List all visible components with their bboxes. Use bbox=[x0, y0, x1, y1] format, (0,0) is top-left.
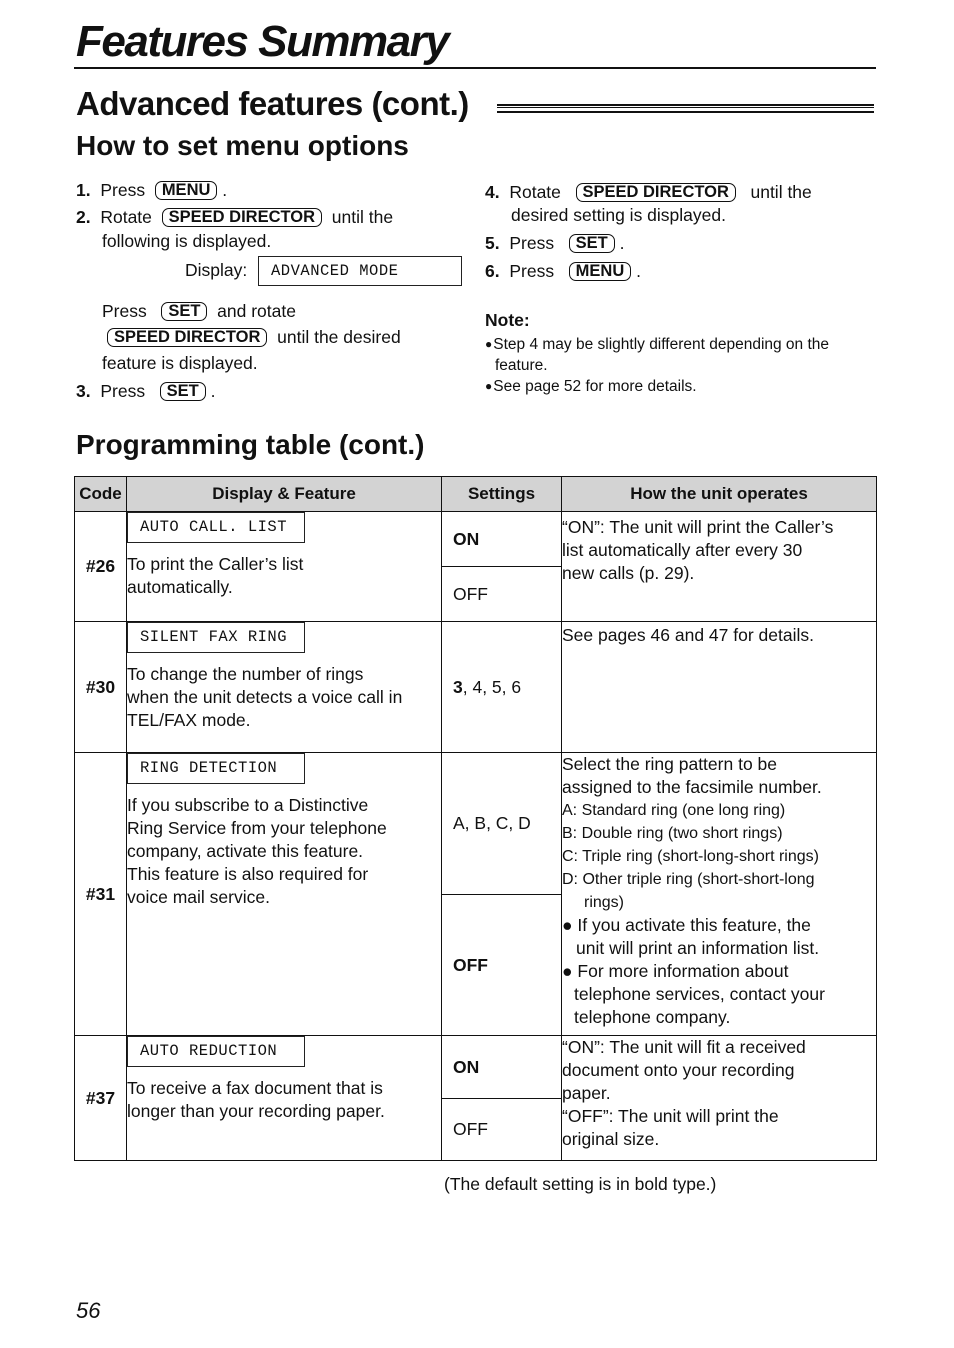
lcd-display: RING DETECTION bbox=[127, 753, 305, 784]
feature-text: TEL/FAX mode. bbox=[127, 710, 251, 730]
page-number: 56 bbox=[76, 1298, 101, 1323]
step-number: 5. bbox=[485, 233, 500, 253]
step-5 bbox=[485, 232, 625, 255]
how-text: Select the ring pattern to be bbox=[562, 754, 777, 774]
speed-director-key: SPEED DIRECTOR bbox=[107, 328, 267, 347]
step-number: 1. bbox=[76, 180, 91, 200]
how-text: See pages 46 and 47 for details. bbox=[562, 625, 814, 645]
menu-options-heading: How to set menu options bbox=[76, 130, 409, 161]
code-cell: #26 bbox=[75, 512, 127, 622]
how-text: unit will print an information list. bbox=[576, 938, 820, 958]
note-text: Step 4 may be slightly different depending on the bbox=[493, 336, 830, 353]
table-header-row bbox=[75, 477, 877, 512]
step-4 bbox=[485, 181, 812, 204]
feature-text: longer than your recording paper. bbox=[127, 1101, 385, 1121]
table-row bbox=[75, 622, 877, 753]
step-text: . bbox=[210, 381, 216, 401]
step-text: Press bbox=[102, 301, 147, 321]
note-item-2 bbox=[485, 376, 697, 397]
step-text: Rotate bbox=[100, 207, 152, 227]
how-text: new calls (p. 29). bbox=[562, 563, 695, 583]
header-settings: Settings bbox=[442, 477, 562, 512]
step-4-line2: desired setting is displayed. bbox=[511, 205, 726, 225]
table-row bbox=[75, 512, 877, 567]
note-item-1-line2: feature. bbox=[495, 357, 548, 374]
section-heading: Advanced features (cont.) bbox=[76, 85, 469, 122]
feature-cell bbox=[127, 1036, 442, 1161]
programming-table-heading: Programming table (cont.) bbox=[76, 429, 425, 460]
code-cell: #31 bbox=[75, 753, 127, 1036]
set-key: SET bbox=[161, 302, 207, 321]
ring-pattern: C: Triple ring (short-long-short rings) bbox=[562, 848, 819, 865]
setting-cell: A, B, C, D bbox=[442, 753, 562, 895]
how-text: telephone services, contact your bbox=[574, 984, 825, 1004]
step-1 bbox=[76, 179, 227, 202]
speed-director-key: SPEED DIRECTOR bbox=[162, 208, 322, 227]
ring-pattern: D: Other triple ring (short-short-long bbox=[562, 871, 815, 888]
step-2-press-set bbox=[102, 300, 296, 323]
feature-text: Ring Service from your telephone bbox=[127, 818, 387, 838]
note-item-1 bbox=[485, 334, 829, 355]
menu-key: MENU bbox=[155, 181, 218, 200]
step-text: until the bbox=[750, 182, 812, 202]
speed-director-key: SPEED DIRECTOR bbox=[576, 183, 736, 202]
step-number: 6. bbox=[485, 261, 500, 281]
menu-key: MENU bbox=[569, 262, 632, 281]
setting-cell: ON bbox=[442, 512, 562, 567]
step-text: and rotate bbox=[217, 301, 296, 321]
setting-cell: ON bbox=[442, 1036, 562, 1099]
set-key: SET bbox=[160, 382, 206, 401]
lcd-display: SILENT FAX RING bbox=[127, 622, 305, 653]
feature-text: company, activate this feature. bbox=[127, 841, 364, 861]
lcd-display: AUTO CALL. LIST bbox=[127, 512, 305, 543]
feature-cell bbox=[127, 512, 442, 622]
how-cell bbox=[562, 512, 877, 622]
table-footnote: (The default setting is in bold type.) bbox=[444, 1174, 717, 1194]
how-text: “OFF”: The unit will print the bbox=[562, 1106, 779, 1126]
how-text: telephone company. bbox=[574, 1007, 731, 1027]
how-text: assigned to the facsimile number. bbox=[562, 777, 822, 797]
note-label: Note: bbox=[485, 310, 530, 330]
step-3 bbox=[76, 380, 216, 403]
step-2 bbox=[76, 206, 393, 229]
feature-cell bbox=[127, 622, 442, 753]
step-6 bbox=[485, 260, 641, 283]
step-text: until the desired bbox=[277, 327, 401, 347]
default-setting: 3 bbox=[453, 676, 463, 697]
step-text: Press bbox=[509, 233, 555, 253]
step-number: 2. bbox=[76, 207, 91, 227]
feature-text: If you subscribe to a Distinctive bbox=[127, 795, 369, 815]
how-text: list automatically after every 30 bbox=[562, 540, 803, 560]
code-cell: #37 bbox=[75, 1036, 127, 1161]
how-bullet: ● For more information about bbox=[562, 961, 789, 981]
feature-cell bbox=[127, 753, 442, 1036]
table-row bbox=[75, 753, 877, 895]
step-text: . bbox=[636, 261, 642, 281]
display-label: Display: bbox=[185, 260, 248, 280]
ring-pattern: A: Standard ring (one long ring) bbox=[562, 802, 786, 819]
setting-cell: OFF bbox=[442, 567, 562, 622]
bullet-icon: ● bbox=[485, 337, 493, 351]
setting-cell: OFF bbox=[442, 895, 562, 1036]
step-text: . bbox=[619, 233, 625, 253]
feature-text: automatically. bbox=[127, 577, 233, 597]
header-code: Code bbox=[75, 477, 127, 512]
step-text: Rotate bbox=[509, 182, 561, 202]
set-key: SET bbox=[569, 234, 615, 253]
how-cell bbox=[562, 622, 877, 753]
ring-pattern: rings) bbox=[584, 894, 625, 911]
how-bullet: ● If you activate this feature, the bbox=[562, 915, 811, 935]
how-text: “ON”: The unit will print the Caller’s bbox=[562, 517, 834, 537]
feature-text: when the unit detects a voice call in bbox=[127, 687, 403, 707]
step-text: Press bbox=[100, 381, 146, 401]
ring-pattern: B: Double ring (two short rings) bbox=[562, 825, 783, 842]
step-text: until the bbox=[331, 207, 394, 227]
note-text: See page 52 for more details. bbox=[493, 378, 697, 395]
code-cell: #30 bbox=[75, 622, 127, 753]
feature-text: To receive a fax document that is bbox=[127, 1078, 383, 1098]
step-2-rotate bbox=[107, 326, 401, 349]
how-text: paper. bbox=[562, 1083, 611, 1103]
feature-text: voice mail service. bbox=[127, 887, 270, 907]
header-how-unit-operates: How the unit operates bbox=[562, 477, 877, 512]
step-text: Press bbox=[509, 261, 555, 281]
how-text: document onto your recording bbox=[562, 1060, 795, 1080]
step-2-line2: following is displayed. bbox=[102, 231, 272, 251]
feature-text: This feature is also required for bbox=[127, 864, 369, 884]
feature-text: To change the number of rings bbox=[127, 664, 364, 684]
lcd-display: AUTO REDUCTION bbox=[127, 1036, 305, 1067]
header-display-feature: Display & Feature bbox=[127, 477, 442, 512]
setting-cell: OFF bbox=[442, 1099, 562, 1161]
feature-text: To print the Caller’s list bbox=[127, 554, 304, 574]
how-cell bbox=[562, 1036, 877, 1161]
step-number: 4. bbox=[485, 182, 500, 202]
page-title: Features Summary bbox=[76, 17, 449, 66]
step-number: 3. bbox=[76, 381, 91, 401]
programming-table bbox=[74, 476, 877, 1161]
how-text: “ON”: The unit will fit a received bbox=[562, 1037, 806, 1057]
step-text: Press bbox=[100, 180, 146, 200]
title-rule bbox=[74, 67, 876, 69]
how-cell bbox=[562, 753, 877, 1036]
setting-text: , 4, 5, 6 bbox=[462, 676, 522, 697]
lcd-display: ADVANCED MODE bbox=[258, 256, 462, 286]
step-text: . bbox=[222, 180, 228, 200]
table-row bbox=[75, 1036, 877, 1099]
how-text: original size. bbox=[562, 1129, 660, 1149]
step-2-line5: feature is displayed. bbox=[102, 353, 258, 373]
setting-cell bbox=[442, 622, 562, 753]
bullet-icon: ● bbox=[485, 379, 493, 393]
section-double-rule bbox=[497, 104, 874, 113]
